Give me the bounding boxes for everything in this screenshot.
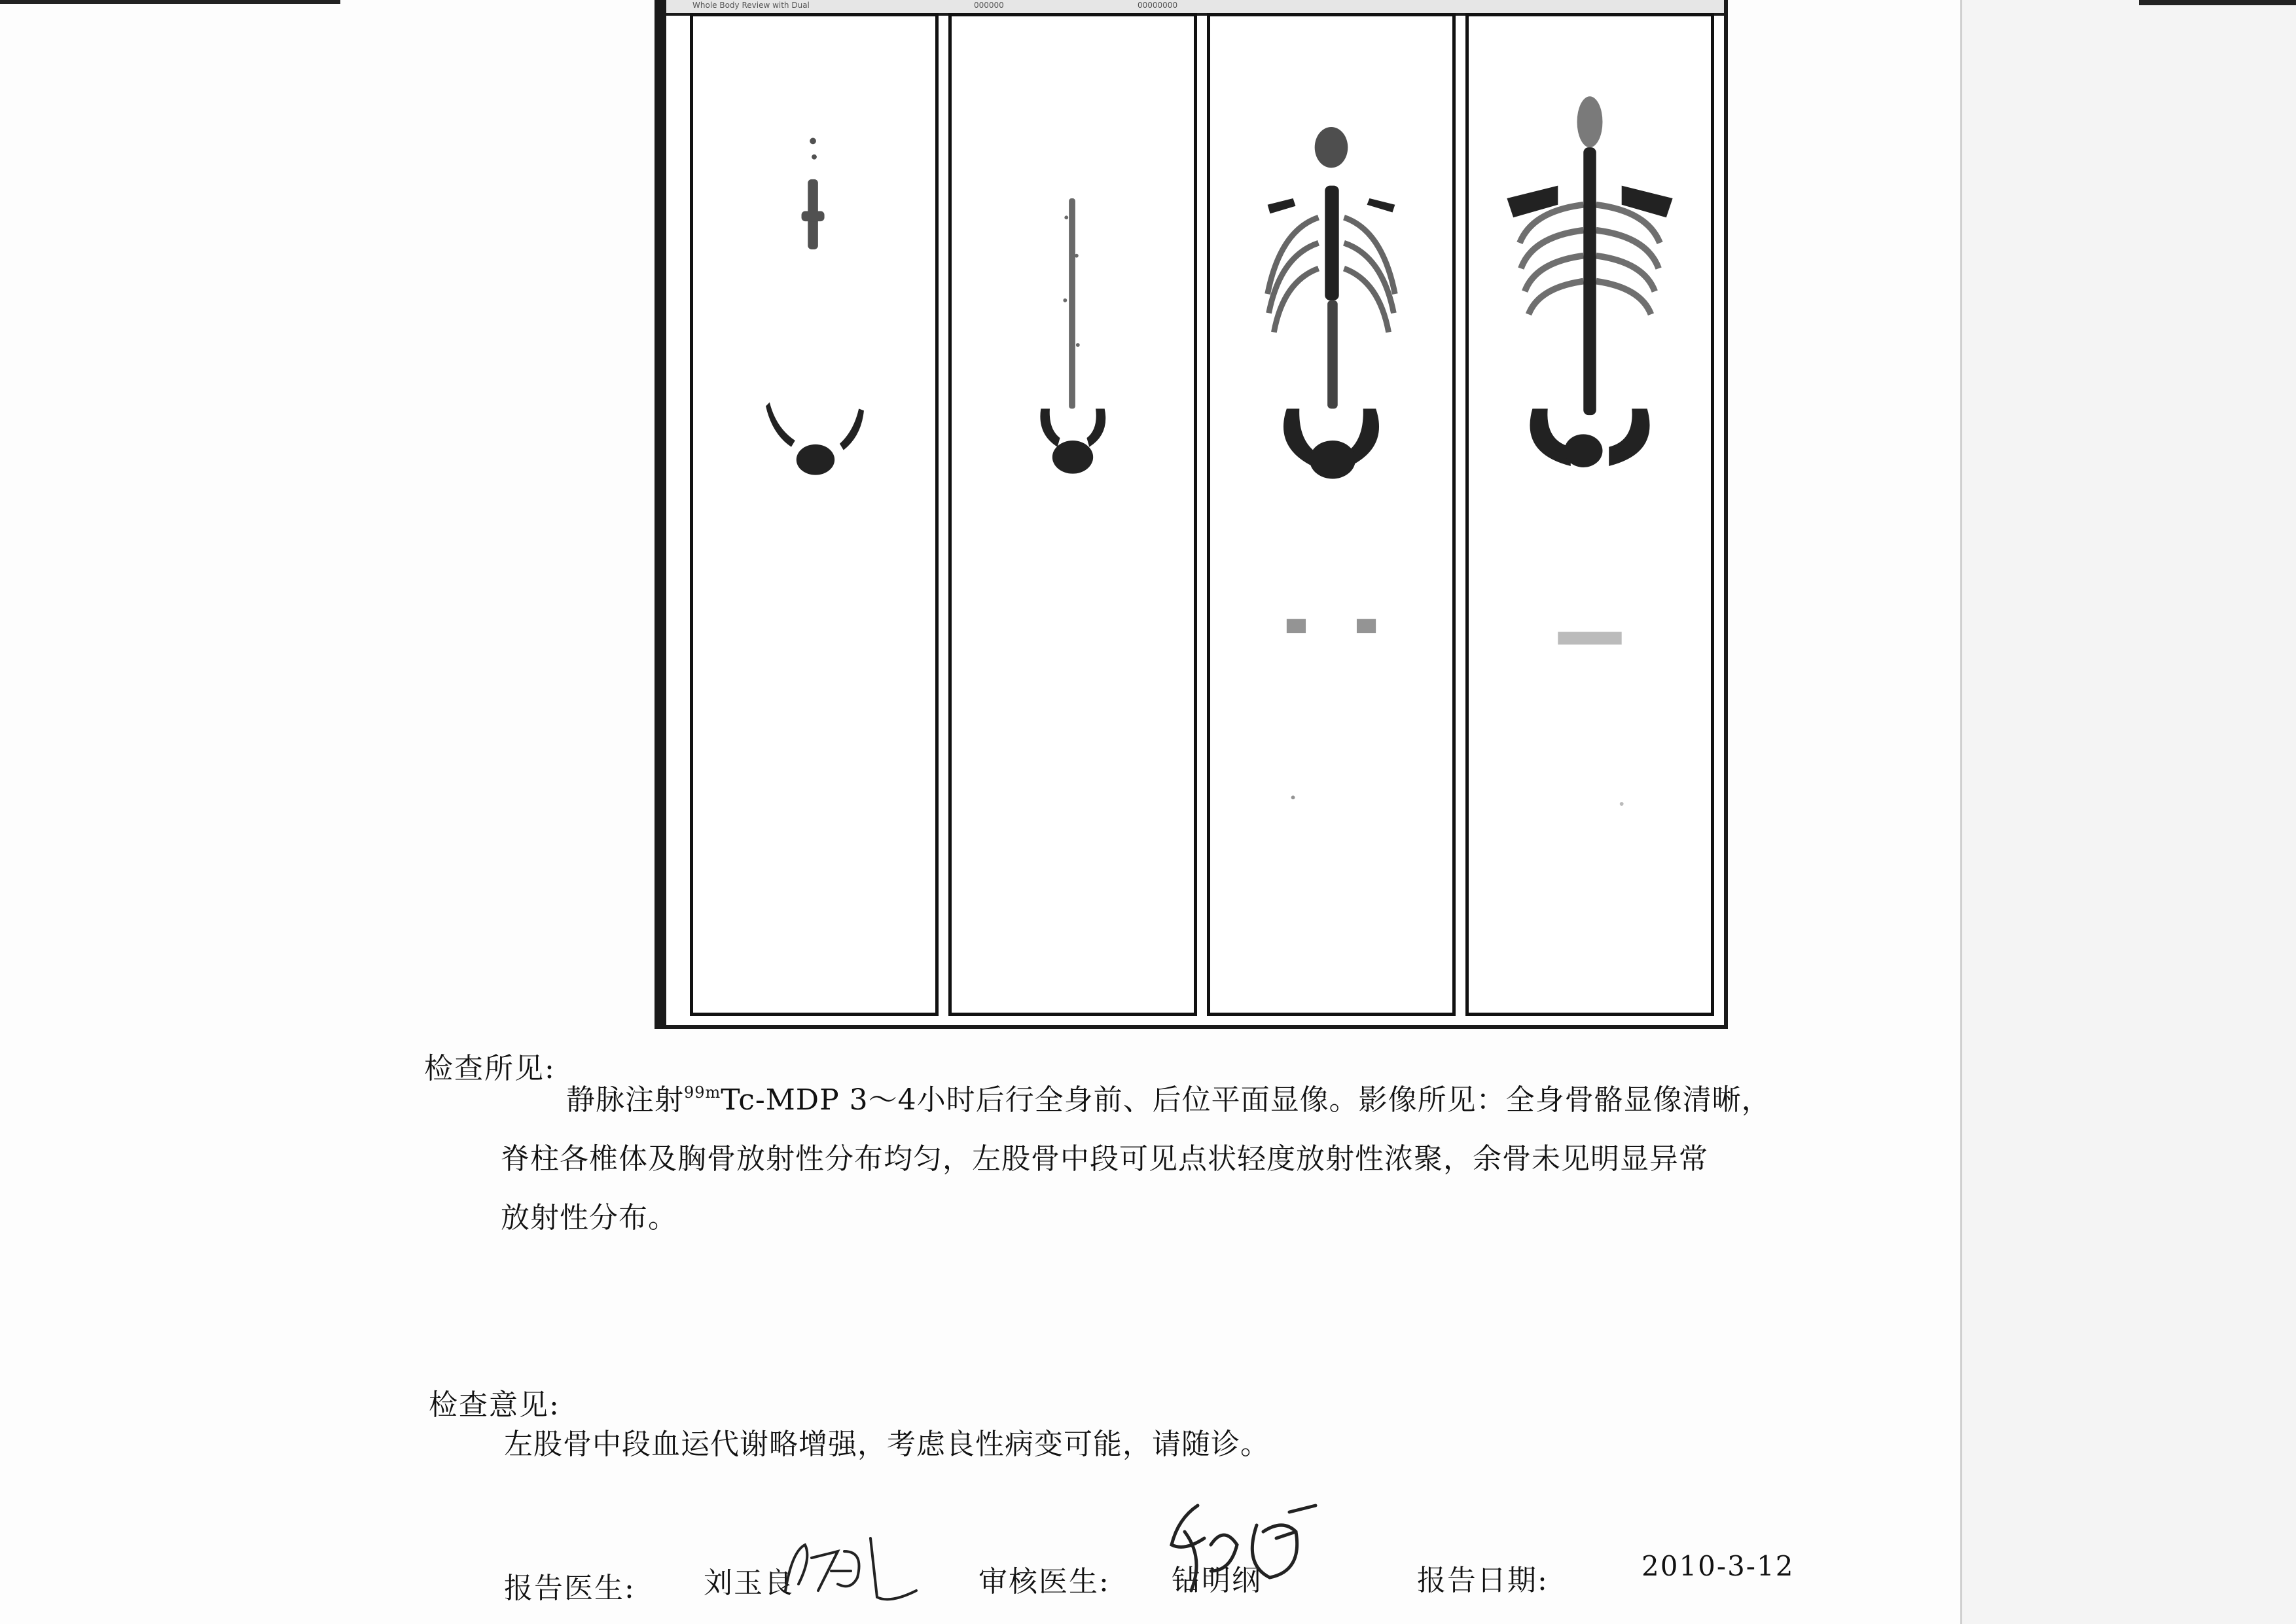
findings-line-2: 脊柱各椎体及胸骨放射性分布均匀，左股骨中段可见点状轻度放射性浓聚，余骨未见明显异常 [501,1142,1708,1176]
scan-header-study: Whole Body Review with Dual [692,1,810,10]
report-doctor-label: 报告医生: [504,1572,636,1605]
skeleton-image-1 [693,16,935,1013]
scan-view-anterior [1207,13,1456,1016]
review-doctor-label: 审核医生: [978,1565,1110,1598]
report-doctor-signature [772,1519,942,1610]
scan-artifact-corner [2139,0,2296,5]
scan-view-posterior-faint [948,13,1197,1016]
findings-heading: 检查所见: [424,1052,556,1085]
findings-line-1-prefix: 静脉注射 [566,1083,684,1117]
report-doctor-name: 刘玉良 [704,1566,794,1600]
opinion-text: 左股骨中段血运代谢略增强，考虑良性病变可能，请随诊。 [504,1428,1270,1461]
bone-scan-image-panel [655,0,1728,1029]
scan-artifact-top [0,0,340,4]
isotope-mass-number: 99m [684,1083,721,1102]
findings-text [501,1071,1849,1248]
opinion-heading: 检查意见: [429,1388,560,1422]
scan-artifact-right-edge [1960,0,2296,1624]
scan-view-anterior-faint [690,13,939,1016]
scan-header-date: 00000000 [1138,1,1178,10]
scan-views [690,13,1731,1021]
review-doctor-name: 钻明纲 [1172,1564,1262,1597]
report-date-value: 2010-3-12 [1641,1550,1795,1582]
skeleton-image-2 [952,16,1194,1013]
scan-view-posterior [1465,13,1714,1016]
findings-line-3: 放射性分布。 [501,1201,677,1235]
findings-line-1-rest: Tc-MDP 3～4小时后行全身前、后位平面显像。影像所见：全身骨骼显像清晰， [721,1083,1771,1117]
scan-header-id: 000000 [974,1,1004,10]
skeleton-image-4 [1469,16,1711,1013]
skeleton-image-3 [1210,16,1452,1013]
report-date-label: 报告日期: [1417,1564,1549,1597]
review-doctor-signature [1158,1486,1355,1604]
findings-line-1 [501,1071,1849,1130]
